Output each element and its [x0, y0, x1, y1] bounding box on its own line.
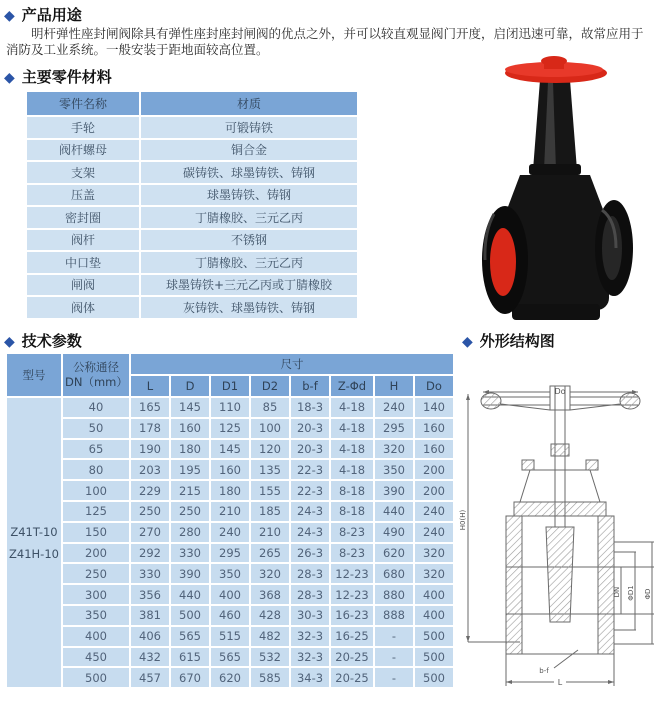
materials-header-part: 零件名称 [27, 92, 139, 115]
table-row [7, 481, 453, 500]
table-cell: 350 [211, 564, 249, 583]
table-row [27, 230, 357, 251]
table-cell: 532 [251, 648, 289, 667]
table-cell: 240 [415, 502, 453, 521]
table-cell: 球墨铸铁+三元乙丙或丁腈橡胶 [141, 275, 357, 296]
table-cell: 432 [131, 648, 169, 667]
table-cell: 500 [415, 648, 453, 667]
table-row [7, 668, 453, 687]
table-cell: 350 [375, 460, 413, 479]
table-cell: 密封圈 [27, 207, 139, 228]
diamond-icon: ◆ [462, 333, 473, 350]
tech-header-dn-line2: DN（mm） [65, 375, 128, 389]
outline-title-label: 外形结构图 [479, 332, 555, 350]
table-cell: 620 [375, 544, 413, 563]
table-cell: 32-3 [291, 648, 329, 667]
table-cell: 180 [171, 440, 209, 459]
table-cell: 229 [131, 481, 169, 500]
table-cell: 4-18 [331, 440, 373, 459]
tech-header-Do: Do [415, 376, 453, 396]
table-cell: 585 [251, 668, 289, 687]
table-cell: 320 [415, 564, 453, 583]
table-cell: 620 [211, 668, 249, 687]
usage-title-label: 产品用途 [21, 6, 82, 24]
diamond-icon: ◆ [4, 7, 15, 24]
table-cell: 368 [251, 585, 289, 604]
table-row [27, 185, 357, 206]
valve-left-port [490, 228, 516, 296]
table-cell: 190 [131, 440, 169, 459]
table-cell: 400 [211, 585, 249, 604]
table-cell: 12-23 [331, 585, 373, 604]
table-cell: 24-3 [291, 523, 329, 542]
table-cell: 888 [375, 606, 413, 625]
tech-header-dn-line1: 公称通径 [73, 360, 119, 374]
table-cell: 500 [63, 668, 129, 687]
table-cell: 390 [375, 481, 413, 500]
tech-header-D: D [171, 376, 209, 396]
table-cell: 丁腈橡胶、三元乙丙 [141, 252, 357, 273]
table-cell: 240 [211, 523, 249, 542]
table-cell: 460 [211, 606, 249, 625]
table-row [7, 440, 453, 459]
model-cell [7, 398, 61, 687]
table-cell: 22-3 [291, 460, 329, 479]
tech-header-D2: D2 [251, 376, 289, 396]
table-cell: 铜合金 [141, 140, 357, 161]
table-cell: 手轮 [27, 117, 139, 138]
table-cell: 250 [171, 502, 209, 521]
valve-product-photo [452, 52, 660, 328]
table-cell: 20-3 [291, 440, 329, 459]
table-cell: 680 [375, 564, 413, 583]
table-cell: 145 [211, 440, 249, 459]
table-cell: 490 [375, 523, 413, 542]
table-cell: 880 [375, 585, 413, 604]
table-row [27, 275, 357, 296]
table-cell: 16-23 [331, 606, 373, 625]
table-cell: 球墨铸铁、铸钢 [141, 185, 357, 206]
table-cell: 100 [251, 419, 289, 438]
table-cell: 615 [171, 648, 209, 667]
table-cell: 250 [63, 564, 129, 583]
tech-section-title [4, 330, 82, 351]
table-cell: 16-25 [331, 627, 373, 646]
table-cell: 240 [375, 398, 413, 417]
table-cell: 125 [211, 419, 249, 438]
table-cell: 50 [63, 419, 129, 438]
table-cell: 155 [251, 481, 289, 500]
table-row [7, 523, 453, 542]
table-cell: 28-3 [291, 564, 329, 583]
table-cell: 150 [63, 523, 129, 542]
table-cell: 可锻铸铁 [141, 117, 357, 138]
table-row [27, 140, 357, 161]
table-cell: 330 [171, 544, 209, 563]
table-cell: 支架 [27, 162, 139, 183]
table-cell: 320 [251, 564, 289, 583]
table-row [7, 544, 453, 563]
table-cell: 80 [63, 460, 129, 479]
table-cell: 500 [415, 627, 453, 646]
table-cell: 8-18 [331, 481, 373, 500]
table-cell: - [375, 627, 413, 646]
table-cell: 4-18 [331, 398, 373, 417]
materials-header-material: 材质 [141, 92, 357, 115]
diamond-icon: ◆ [4, 69, 15, 86]
table-cell: 碳铸铁、球墨铸铁、铸钢 [141, 162, 357, 183]
table-cell: 4-18 [331, 419, 373, 438]
tech-title-label: 技术参数 [21, 332, 82, 350]
table-cell: 200 [415, 481, 453, 500]
table-row [27, 162, 357, 183]
table-cell: 320 [415, 544, 453, 563]
table-cell: 12-23 [331, 564, 373, 583]
table-cell: 406 [131, 627, 169, 646]
table-cell: - [375, 648, 413, 667]
diamond-icon: ◆ [4, 333, 15, 350]
table-cell: 160 [171, 419, 209, 438]
table-cell: 515 [211, 627, 249, 646]
materials-section-title [4, 66, 112, 87]
table-cell: 440 [171, 585, 209, 604]
table-cell: 265 [251, 544, 289, 563]
table-cell: - [375, 668, 413, 687]
table-cell: 390 [171, 564, 209, 583]
outline-structure-drawing [458, 352, 660, 712]
table-cell: 160 [211, 460, 249, 479]
table-cell: 24-3 [291, 502, 329, 521]
table-cell: 阀杆螺母 [27, 140, 139, 161]
table-row [7, 627, 453, 646]
table-cell: 160 [415, 440, 453, 459]
dim-label-L: L [557, 678, 563, 687]
tech-header-row-1 [7, 354, 453, 374]
tech-header-dn [63, 354, 129, 396]
table-cell: 440 [375, 502, 413, 521]
dim-label-DN: DN [613, 586, 621, 598]
table-row [7, 585, 453, 604]
materials-header-row [27, 92, 357, 115]
materials-table [25, 90, 359, 320]
valve-base [512, 304, 600, 320]
table-cell: 500 [415, 668, 453, 687]
table-cell: 178 [131, 419, 169, 438]
valve-gland [529, 164, 581, 175]
table-cell: 457 [131, 668, 169, 687]
table-cell: 阀杆 [27, 230, 139, 251]
table-cell: 8-23 [331, 523, 373, 542]
model-line: Z41T-10 [10, 524, 58, 539]
table-cell: 450 [63, 648, 129, 667]
materials-title-label: 主要零件材料 [21, 68, 112, 86]
table-cell: 125 [63, 502, 129, 521]
table-cell: 20-25 [331, 648, 373, 667]
table-cell: 203 [131, 460, 169, 479]
table-cell: 32-3 [291, 627, 329, 646]
table-cell: 482 [251, 627, 289, 646]
table-cell: 295 [375, 419, 413, 438]
table-cell: 丁腈橡胶、三元乙丙 [141, 207, 357, 228]
table-row [27, 207, 357, 228]
table-cell: 500 [171, 606, 209, 625]
table-row [7, 502, 453, 521]
table-cell: 110 [211, 398, 249, 417]
table-cell: 400 [415, 585, 453, 604]
dim-label-phiD1: ΦD1 [627, 585, 635, 601]
table-cell: 200 [415, 460, 453, 479]
table-cell: 100 [63, 481, 129, 500]
table-row [7, 648, 453, 667]
usage-section-title [4, 4, 82, 25]
table-cell: 400 [415, 606, 453, 625]
table-row [7, 398, 453, 417]
table-row [7, 460, 453, 479]
table-cell: 135 [251, 460, 289, 479]
table-cell: 670 [171, 668, 209, 687]
table-cell: 4-18 [331, 460, 373, 479]
table-cell: 565 [171, 627, 209, 646]
table-cell: 195 [171, 460, 209, 479]
tech-header-L: L [131, 376, 169, 396]
table-cell: 灰铸铁、球墨铸铁、铸钢 [141, 297, 357, 318]
table-cell: 闸阀 [27, 275, 139, 296]
model-line: Z41H-10 [9, 546, 59, 561]
table-cell: 30-3 [291, 606, 329, 625]
table-cell: 18-3 [291, 398, 329, 417]
dim-label-H: H0(H) [459, 509, 467, 531]
table-cell: 8-18 [331, 502, 373, 521]
table-cell: 185 [251, 502, 289, 521]
table-row [7, 419, 453, 438]
table-cell: 210 [251, 523, 289, 542]
table-cell: 中口垫 [27, 252, 139, 273]
table-cell: 428 [251, 606, 289, 625]
outline-section-title [462, 330, 555, 351]
table-cell: 34-3 [291, 668, 329, 687]
table-cell: 200 [63, 544, 129, 563]
table-cell: 165 [131, 398, 169, 417]
table-cell: 210 [211, 502, 249, 521]
dim-label-phiD: ΦD [644, 588, 652, 600]
table-cell: 120 [251, 440, 289, 459]
table-cell: 8-23 [331, 544, 373, 563]
table-cell: 350 [63, 606, 129, 625]
tech-header-bf: b-f [291, 376, 329, 396]
table-cell: 250 [131, 502, 169, 521]
tech-header-H: H [375, 376, 413, 396]
tech-header-model: 型号 [7, 354, 61, 396]
table-cell: 356 [131, 585, 169, 604]
table-cell: 280 [171, 523, 209, 542]
table-cell: 300 [63, 585, 129, 604]
dim-label-bf: b-f [539, 667, 549, 675]
table-cell: 40 [63, 398, 129, 417]
table-cell: 145 [171, 398, 209, 417]
usage-paragraph: 明杆弹性座封闸阀除具有弹性座封座封闸阀的优点之外，并可以较直观显阀门开度，启闭迅速可靠，故常应用于消防及工业系统。一般安装于距地面较高位置。 [6, 26, 644, 57]
table-cell: 140 [415, 398, 453, 417]
tech-header-D1: D1 [211, 376, 249, 396]
tech-header-size: 尺寸 [131, 354, 453, 374]
table-row [27, 252, 357, 273]
table-cell: 295 [211, 544, 249, 563]
table-row [7, 564, 453, 583]
table-row [27, 117, 357, 138]
table-row [7, 606, 453, 625]
table-cell: 65 [63, 440, 129, 459]
table-row [27, 297, 357, 318]
table-cell: 26-3 [291, 544, 329, 563]
table-cell: 270 [131, 523, 169, 542]
tech-table [5, 352, 455, 689]
table-cell: 28-3 [291, 585, 329, 604]
table-cell: 400 [63, 627, 129, 646]
tech-header-zphid: Z-Φd [331, 376, 373, 396]
table-cell: 215 [171, 481, 209, 500]
dim-label-Do: Do [554, 387, 566, 396]
table-cell: 不锈钢 [141, 230, 357, 251]
table-cell: 180 [211, 481, 249, 500]
table-cell: 压盖 [27, 185, 139, 206]
table-cell: 381 [131, 606, 169, 625]
table-cell: 阀体 [27, 297, 139, 318]
table-cell: 20-3 [291, 419, 329, 438]
valve-bonnet [506, 175, 604, 212]
table-cell: 22-3 [291, 481, 329, 500]
table-cell: 320 [375, 440, 413, 459]
table-cell: 292 [131, 544, 169, 563]
table-cell: 20-25 [331, 668, 373, 687]
table-cell: 565 [211, 648, 249, 667]
table-cell: 330 [131, 564, 169, 583]
table-cell: 240 [415, 523, 453, 542]
valve-handwheel-hub-neck [544, 61, 564, 69]
table-cell: 160 [415, 419, 453, 438]
table-cell: 85 [251, 398, 289, 417]
